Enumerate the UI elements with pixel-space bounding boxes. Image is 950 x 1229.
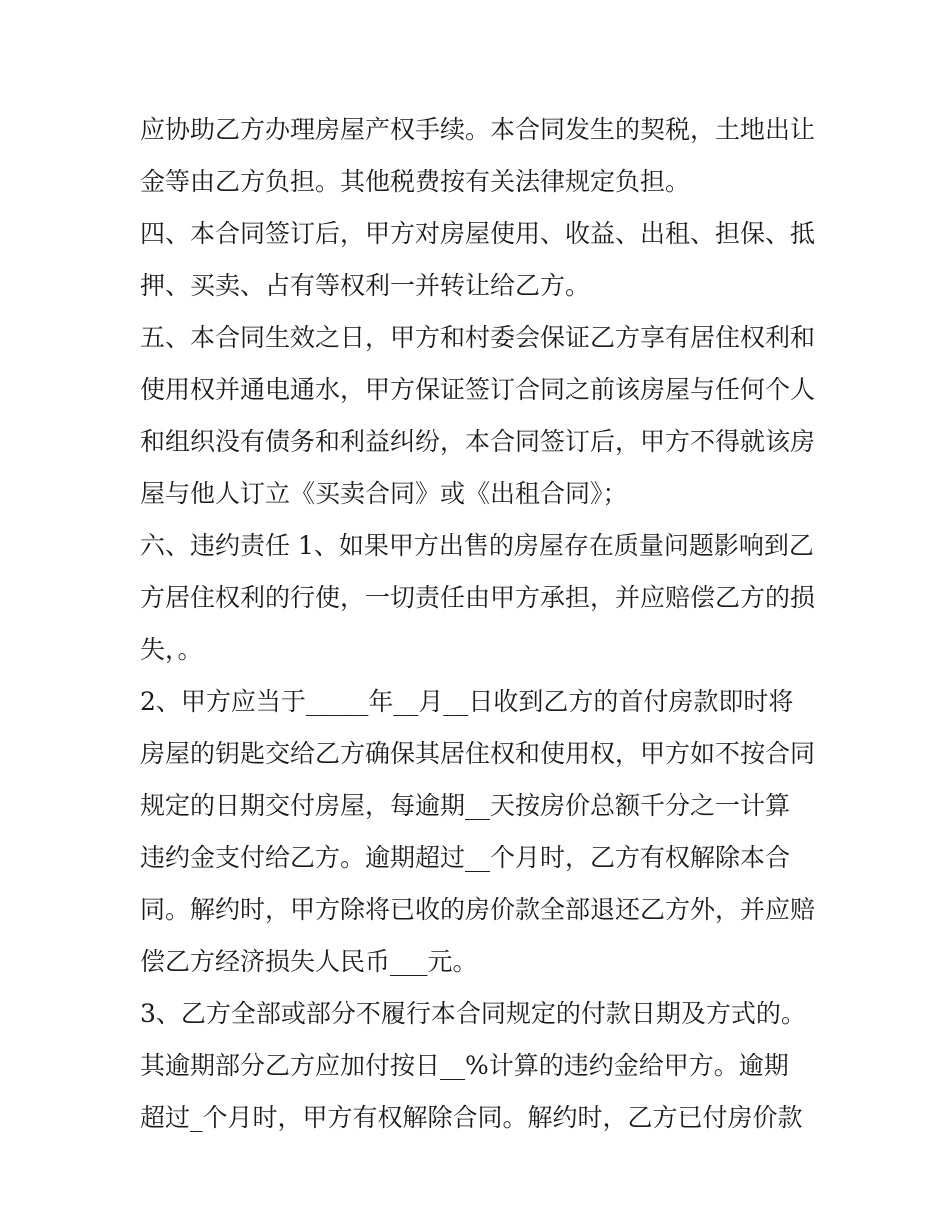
text-line-4: 押、买卖、占有等权利一并转让给乙方。 — [140, 271, 591, 300]
text-line-3: 四、本合同签订后，甲方对房屋使用、收益、出租、担保、抵 — [140, 219, 816, 248]
text-line-10: 方居住权利的行使，一切责任由甲方承担，并应赔偿乙方的损 — [140, 583, 816, 612]
text-line-18: 3、乙方全部或部分不履行本合同规定的付款日期及方式的。 — [140, 999, 806, 1028]
text-line-17: 偿乙方经济损失人民币___元。 — [140, 947, 478, 976]
text-line-11: 失，。 — [140, 635, 203, 664]
text-line-7: 和组织没有债务和利益纠纷，本合同签订后，甲方不得就该房 — [140, 427, 816, 456]
text-line-15: 违约金支付给乙方。逾期超过__个月时，乙方有权解除本合 — [140, 843, 791, 872]
text-line-13: 房屋的钥匙交给乙方确保其居住权和使用权，甲方如不按合同 — [140, 739, 816, 768]
text-line-9: 六、违约责任 1、如果甲方出售的房屋存在质量问题影响到乙 — [140, 531, 814, 560]
text-line-6: 使用权并通电通水，甲方保证签订合同之前该房屋与任何个人 — [140, 375, 816, 404]
text-line-14: 规定的日期交付房屋，每逾期__天按房价总额千分之一计算 — [140, 791, 791, 820]
text-line-20: 超过_个月时，甲方有权解除合同。解约时，乙方已付房价款 — [140, 1103, 803, 1132]
contract-body-text — [140, 104, 820, 1144]
text-line-1: 应协助乙方办理房屋产权手续。本合同发生的契税，土地出让 — [140, 115, 816, 144]
text-line-12: 2、甲方应当于_____年__月__日收到乙方的首付房款即时将 — [140, 687, 794, 716]
text-line-8: 屋与他人订立《买卖合同》或《出租合同》； — [140, 479, 628, 508]
text-line-16: 同。解约时，甲方除将已收的房价款全部退还乙方外，并应赔 — [140, 895, 816, 924]
text-line-5: 五、本合同生效之日，甲方和村委会保证乙方享有居住权利和 — [140, 323, 816, 352]
text-line-2: 金等由乙方负担。其他税费按有关法律规定负担。 — [140, 167, 691, 196]
text-line-19: 其逾期部分乙方应加付按日__%计算的违约金给甲方。逾期 — [140, 1051, 789, 1080]
